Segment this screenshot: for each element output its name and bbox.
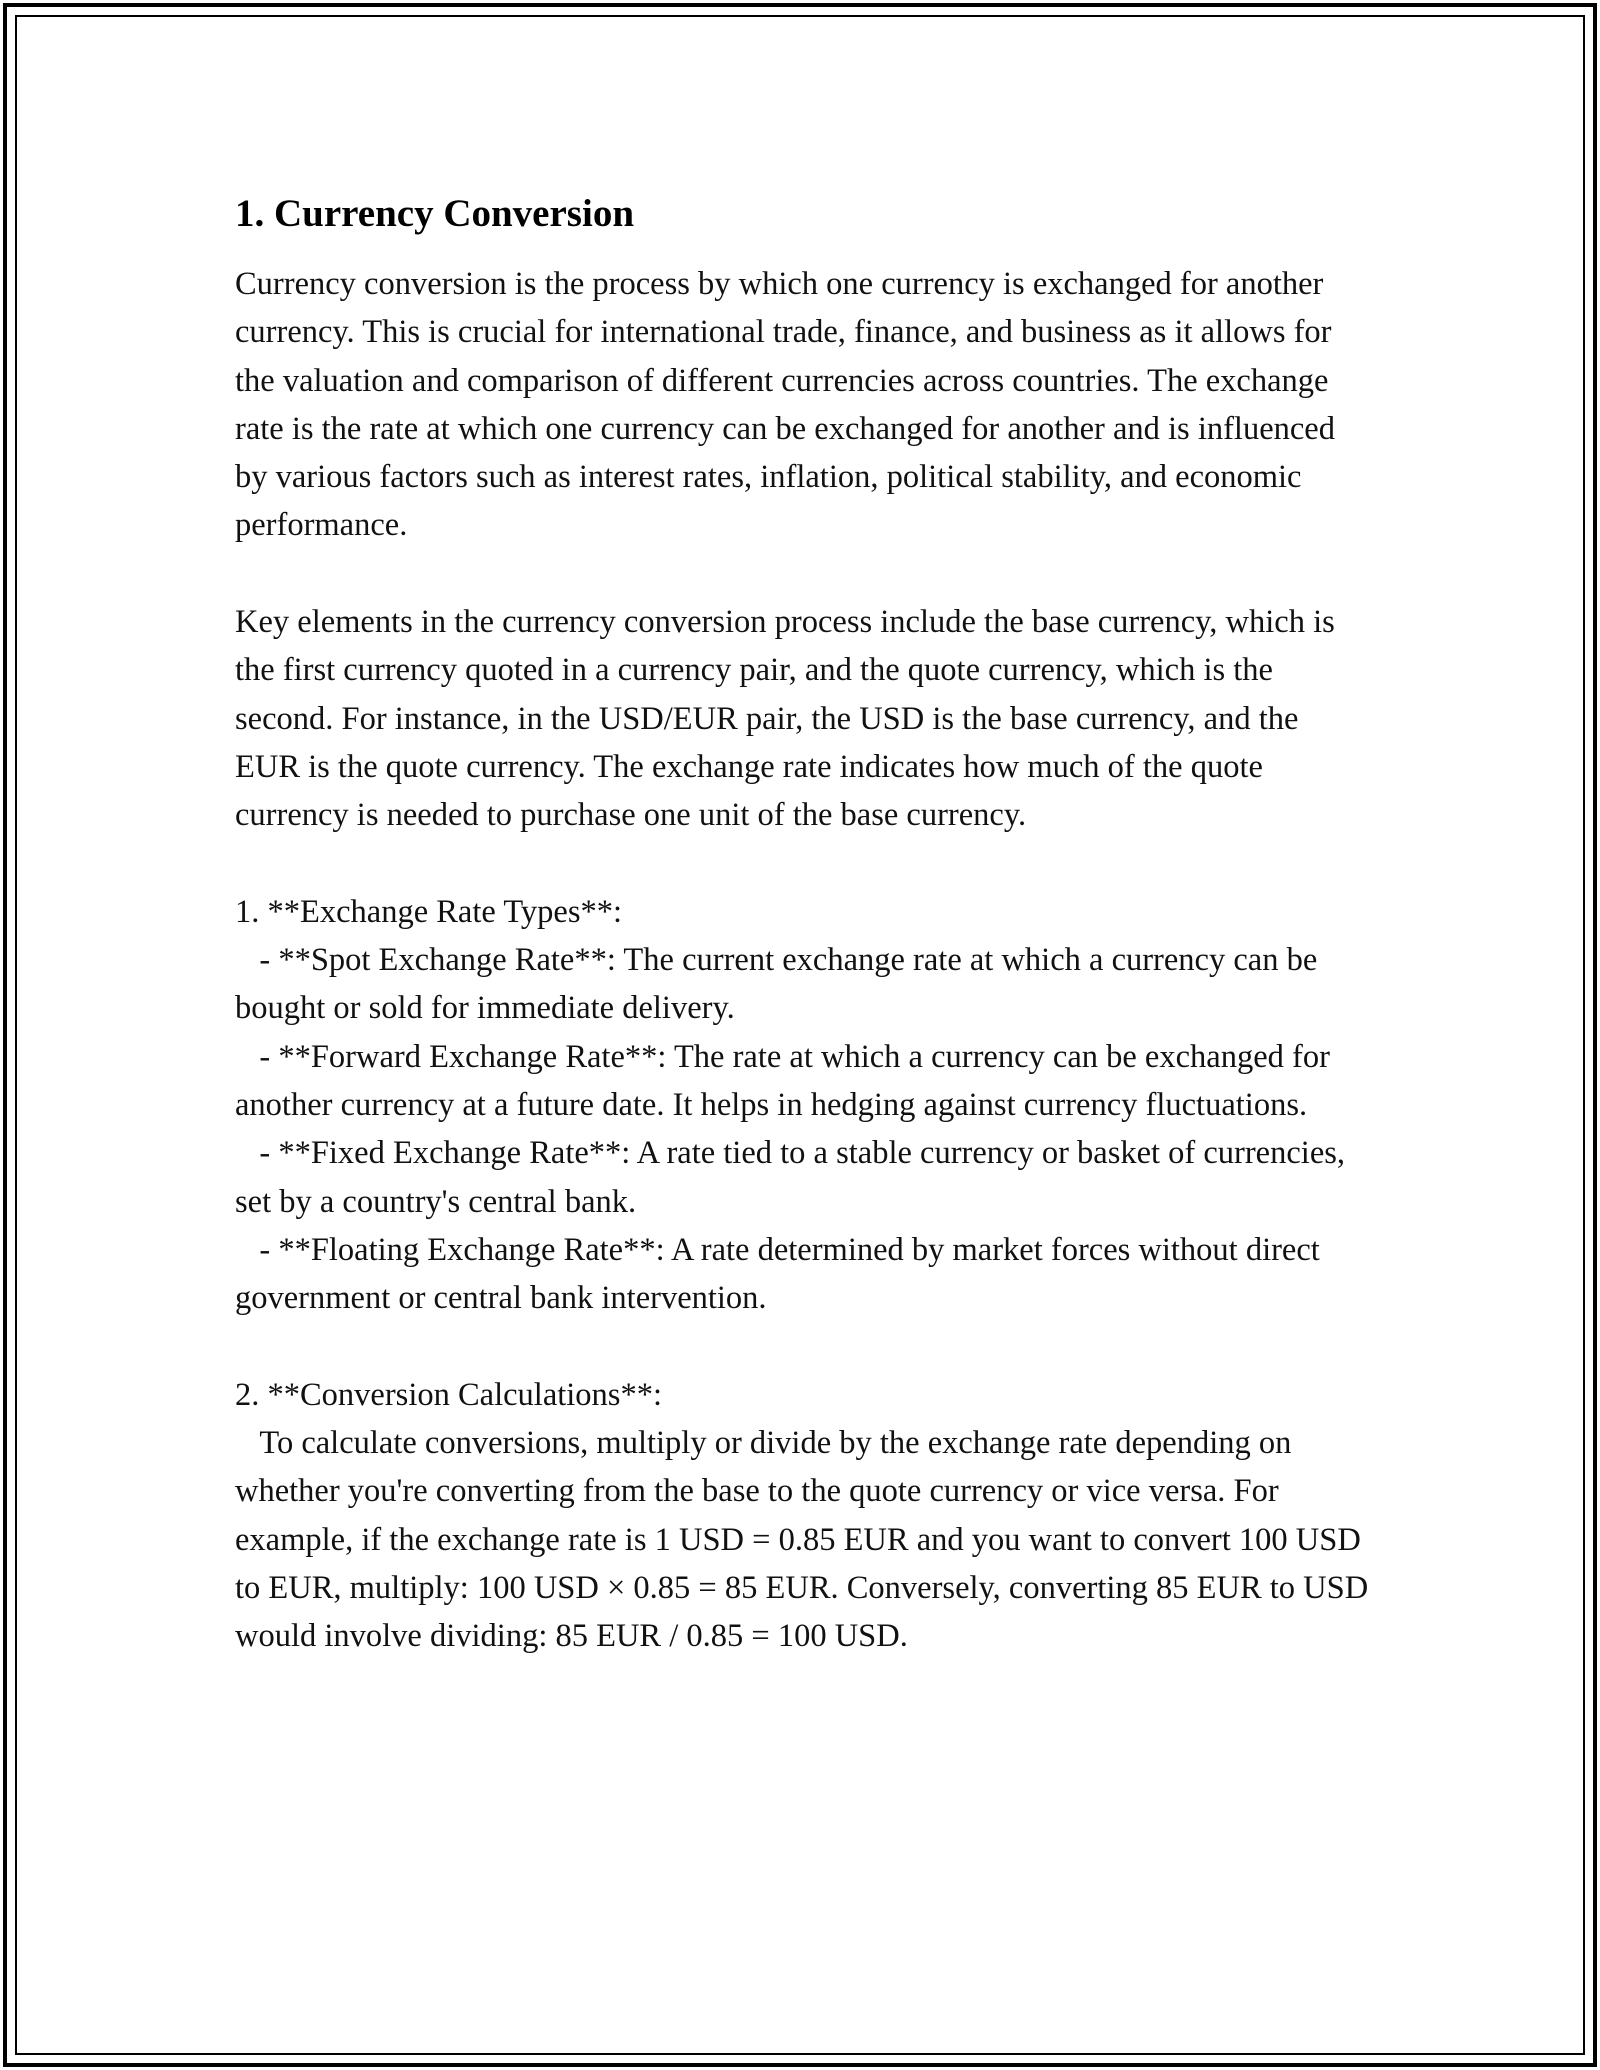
key-elements-paragraph: Key elements in the currency conversion process include the base currency, which is the first currency quoted in a currency pair, and the quote currency, which is the second. For instance, in the USD/EUR pair, the USD is the base currency, and the EUR is the quote currency. The exchange rate indicates how much of the quote currency is needed to purchase one unit of the base currency.	[235, 604, 1343, 834]
list-item-fixed-rate: - **Fixed Exchange Rate**: A rate tied to a stable currency or basket of currencies, set by a country's central bank.	[235, 1135, 1354, 1220]
list-title-exchange-rate-types: 1. **Exchange Rate Types**:	[235, 893, 623, 930]
intro-paragraph: Currency conversion is the process by which one currency is exchanged for another currency. This is crucial for international trade, finance, and business as it allows for the valuation and comparison of different currencies across countries. The exchange rate is the rate at which one currency can be exchanged for another and is influenced by various factors such as interest rates, inflation, political stability, and economic performance.	[235, 266, 1344, 544]
section-heading: 1. Currency Conversion	[235, 192, 635, 235]
list-item-spot-rate: - **Spot Exchange Rate**: The current exchange rate at which a currency can be bought or sold for immediate delivery.	[235, 942, 1326, 1027]
paragraph-spacer	[235, 550, 1370, 598]
paragraph-spacer	[235, 1323, 1370, 1371]
paragraph-spacer	[235, 840, 1370, 888]
conversion-calculations-text: To calculate conversions, multiply or divide by the exchange rate depending on whether you're converting from the base to the quote currency or vice versa. For example, if the exchange rate is 1 USD = 0.85 EUR and you want to convert 100 USD to EUR, multiply: 100 USD × 0.85 = 85 EUR. Conversely, converting 85 EUR to USD would involve dividing: 85 EUR / 0.85 = 100 USD.	[235, 1425, 1377, 1655]
list-item-forward-rate: - **Forward Exchange Rate**: The rate at which a currency can be exchanged for another currency at a future date. It helps in hedging against currency fluctuations.	[235, 1038, 1339, 1124]
document-body	[235, 190, 1377, 1661]
list-title-conversion-calculations: 2. **Conversion Calculations**:	[235, 1376, 662, 1413]
list-item-floating-rate: - **Floating Exchange Rate**: A rate determined by market forces without direct government or central bank intervention.	[235, 1231, 1328, 1317]
